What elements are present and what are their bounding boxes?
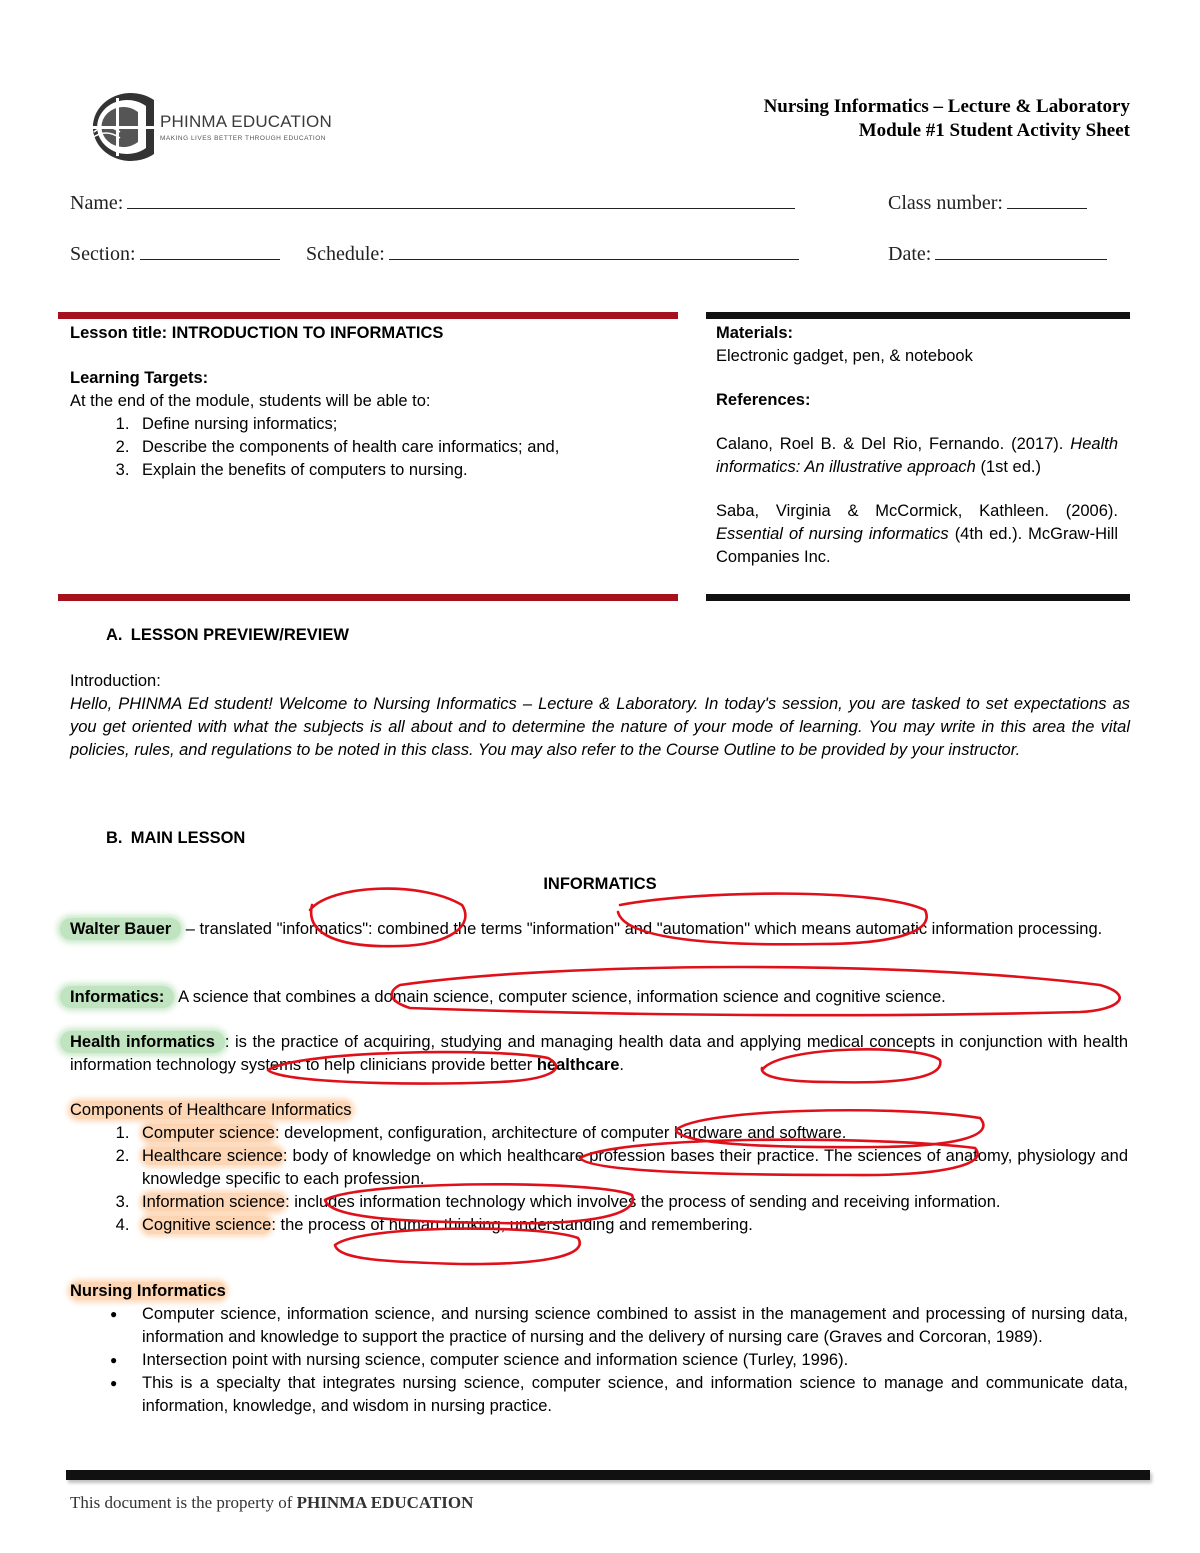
component-term: Healthcare science bbox=[142, 1147, 283, 1165]
components-list bbox=[64, 1122, 1128, 1237]
name-blank[interactable] bbox=[127, 192, 795, 209]
materials-heading: Materials: bbox=[716, 324, 794, 342]
learning-target: 2. Describe the components of health care informatics; and, bbox=[134, 436, 670, 459]
component-term: Information science bbox=[142, 1193, 286, 1211]
component-text: : body of knowledge on which healthcare profession bases their practice. The sciences of anatomy, physiology and knowledge specific to each profession. bbox=[142, 1147, 1129, 1188]
header-subtitle: Module #1 Student Activity Sheet bbox=[858, 120, 1130, 141]
reference-1 bbox=[716, 433, 1118, 479]
walter-bauer-term: Walter Bauer bbox=[60, 918, 181, 940]
learning-targets-heading: Learning Targets: bbox=[70, 369, 209, 387]
section-b-heading: B. MAIN LESSON bbox=[106, 829, 246, 847]
date-field[interactable] bbox=[888, 243, 1107, 266]
intro-text: Hello, PHINMA Ed student! Welcome to Nursing Informatics – Lecture & Laboratory. In today's session, you are tasked to set expectations as you get oriented with what the subjects is all about and to determine the nature of your mode of learning. You may write in this area the vital policies, rules, and regulations to be noted in this class. You may also refer to the Course Outline to be provided by your instructor. bbox=[70, 695, 1130, 759]
top-red-bar bbox=[58, 312, 678, 319]
footer-rule bbox=[66, 1470, 1150, 1480]
section-field[interactable] bbox=[70, 243, 280, 266]
class-number-blank[interactable] bbox=[1007, 192, 1087, 209]
learning-targets-intro: At the end of the module, students will be able to: bbox=[70, 392, 431, 410]
footer-prefix: This document is the property of bbox=[70, 1493, 297, 1512]
nursing-informatics-heading: Nursing Informatics bbox=[70, 1282, 226, 1300]
component-item bbox=[134, 1145, 1128, 1191]
nursing-informatics-item: ● This is a specialty that integrates nursing science, computer science, and information science to manage and communicate data, information, knowledge, and wisdom in nursing practice. bbox=[140, 1372, 1128, 1418]
nursing-informatics-list bbox=[70, 1303, 1128, 1418]
reference-2 bbox=[716, 500, 1118, 569]
reference-1-title: Health informatics: An illustrative approach bbox=[716, 435, 1118, 476]
components-section bbox=[70, 1099, 1128, 1237]
materials-box bbox=[716, 322, 1118, 569]
component-text: : includes information technology which involves the process of sending and receiving information. bbox=[285, 1193, 1001, 1211]
logo-brand: PHINMA EDUCATION bbox=[160, 112, 332, 131]
reference-1-authors: Calano, Roel B. & Del Rio, Fernando. (2017). bbox=[716, 435, 1064, 453]
informatics-text: A science that combines a domain science, computer science, information science and cognitive science. bbox=[174, 988, 946, 1006]
component-item bbox=[134, 1122, 1128, 1145]
lesson-title: Lesson title: INTRODUCTION TO INFORMATICS bbox=[70, 324, 444, 342]
references-heading: References: bbox=[716, 391, 811, 409]
schedule-label: Schedule: bbox=[306, 243, 385, 265]
reference-1-edition: (1st ed.) bbox=[980, 458, 1041, 476]
footer-owner: PHINMA EDUCATION bbox=[296, 1493, 474, 1512]
health-informatics-text: : is the practice of acquiring, studying and managing health data and applying medical concepts in conjunction with health information technology systems to help clinicians provide better bbox=[70, 1033, 1129, 1074]
informatics-paragraph bbox=[70, 986, 1128, 1009]
component-term: Cognitive science bbox=[142, 1216, 272, 1234]
date-blank[interactable] bbox=[935, 243, 1107, 260]
materials-text: Electronic gadget, pen, & notebook bbox=[716, 347, 973, 365]
informatics-term: Informatics: bbox=[60, 986, 174, 1008]
phinma-logo bbox=[76, 92, 346, 162]
footer bbox=[70, 1493, 473, 1513]
component-item bbox=[134, 1191, 1128, 1214]
top-black-bar bbox=[706, 312, 1130, 319]
name-label: Name: bbox=[70, 192, 124, 214]
lesson-box bbox=[70, 322, 670, 482]
nursing-informatics-section bbox=[70, 1280, 1128, 1418]
health-informatics-paragraph bbox=[70, 1031, 1128, 1077]
learning-target: 3. Explain the benefits of computers to nursing. bbox=[134, 459, 670, 482]
header-title: Nursing Informatics – Lecture & Laboratory bbox=[763, 96, 1130, 117]
health-informatics-term: Health informatics bbox=[60, 1031, 225, 1053]
health-informatics-end: . bbox=[619, 1056, 624, 1074]
intro-label: Introduction: bbox=[70, 672, 161, 690]
component-text: : the process of human thinking, understanding and remembering. bbox=[271, 1216, 753, 1234]
reference-2-authors: Saba, Virginia & McCormick, Kathleen. (2006). bbox=[716, 502, 1118, 520]
name-field[interactable] bbox=[70, 192, 795, 215]
logo-tagline: MAKING LIVES BETTER THROUGH EDUCATION bbox=[160, 135, 326, 142]
section-a-heading: A. LESSON PREVIEW/REVIEW bbox=[106, 626, 349, 644]
class-number-field[interactable] bbox=[888, 192, 1087, 215]
nursing-informatics-item: ● Computer science, information science, and nursing science combined to assist in the management and processing of nursing data, information and knowledge to support the practice of nursing and the delivery of nursing care (Graves and Corcoran, 1989). bbox=[140, 1303, 1128, 1349]
walter-bauer-paragraph bbox=[70, 918, 1128, 941]
learning-targets-list bbox=[64, 413, 670, 482]
phinma-logo-icon bbox=[76, 92, 156, 162]
learning-target: 1. Define nursing informatics; bbox=[134, 413, 670, 436]
component-item bbox=[134, 1214, 1128, 1237]
component-term: Computer science bbox=[142, 1124, 275, 1142]
components-heading: Components of Healthcare Informatics bbox=[70, 1101, 352, 1119]
schedule-field[interactable] bbox=[306, 243, 799, 266]
healthcare-bold: healthcare bbox=[536, 1056, 620, 1074]
date-label: Date: bbox=[888, 243, 932, 265]
schedule-blank[interactable] bbox=[389, 243, 799, 260]
nursing-informatics-item: ● Intersection point with nursing science, computer science and information science (Turley, 1996). bbox=[140, 1349, 1128, 1372]
bottom-red-bar bbox=[58, 594, 678, 601]
informatics-title: INFORMATICS bbox=[543, 875, 657, 893]
reference-2-edition: (4th ed.). McGraw-Hill Companies Inc. bbox=[716, 525, 1118, 566]
reference-2-title: Essential of nursing informatics bbox=[716, 525, 949, 543]
section-label: Section: bbox=[70, 243, 136, 265]
section-blank[interactable] bbox=[140, 243, 280, 260]
component-text: : development, configuration, architecture of computer hardware and software. bbox=[274, 1124, 847, 1142]
walter-bauer-text: – translated "informatics": combined the terms "information" and "automation" which means automatic information processing. bbox=[181, 920, 1103, 938]
class-number-label: Class number: bbox=[888, 192, 1003, 214]
bottom-black-bar bbox=[706, 594, 1130, 601]
